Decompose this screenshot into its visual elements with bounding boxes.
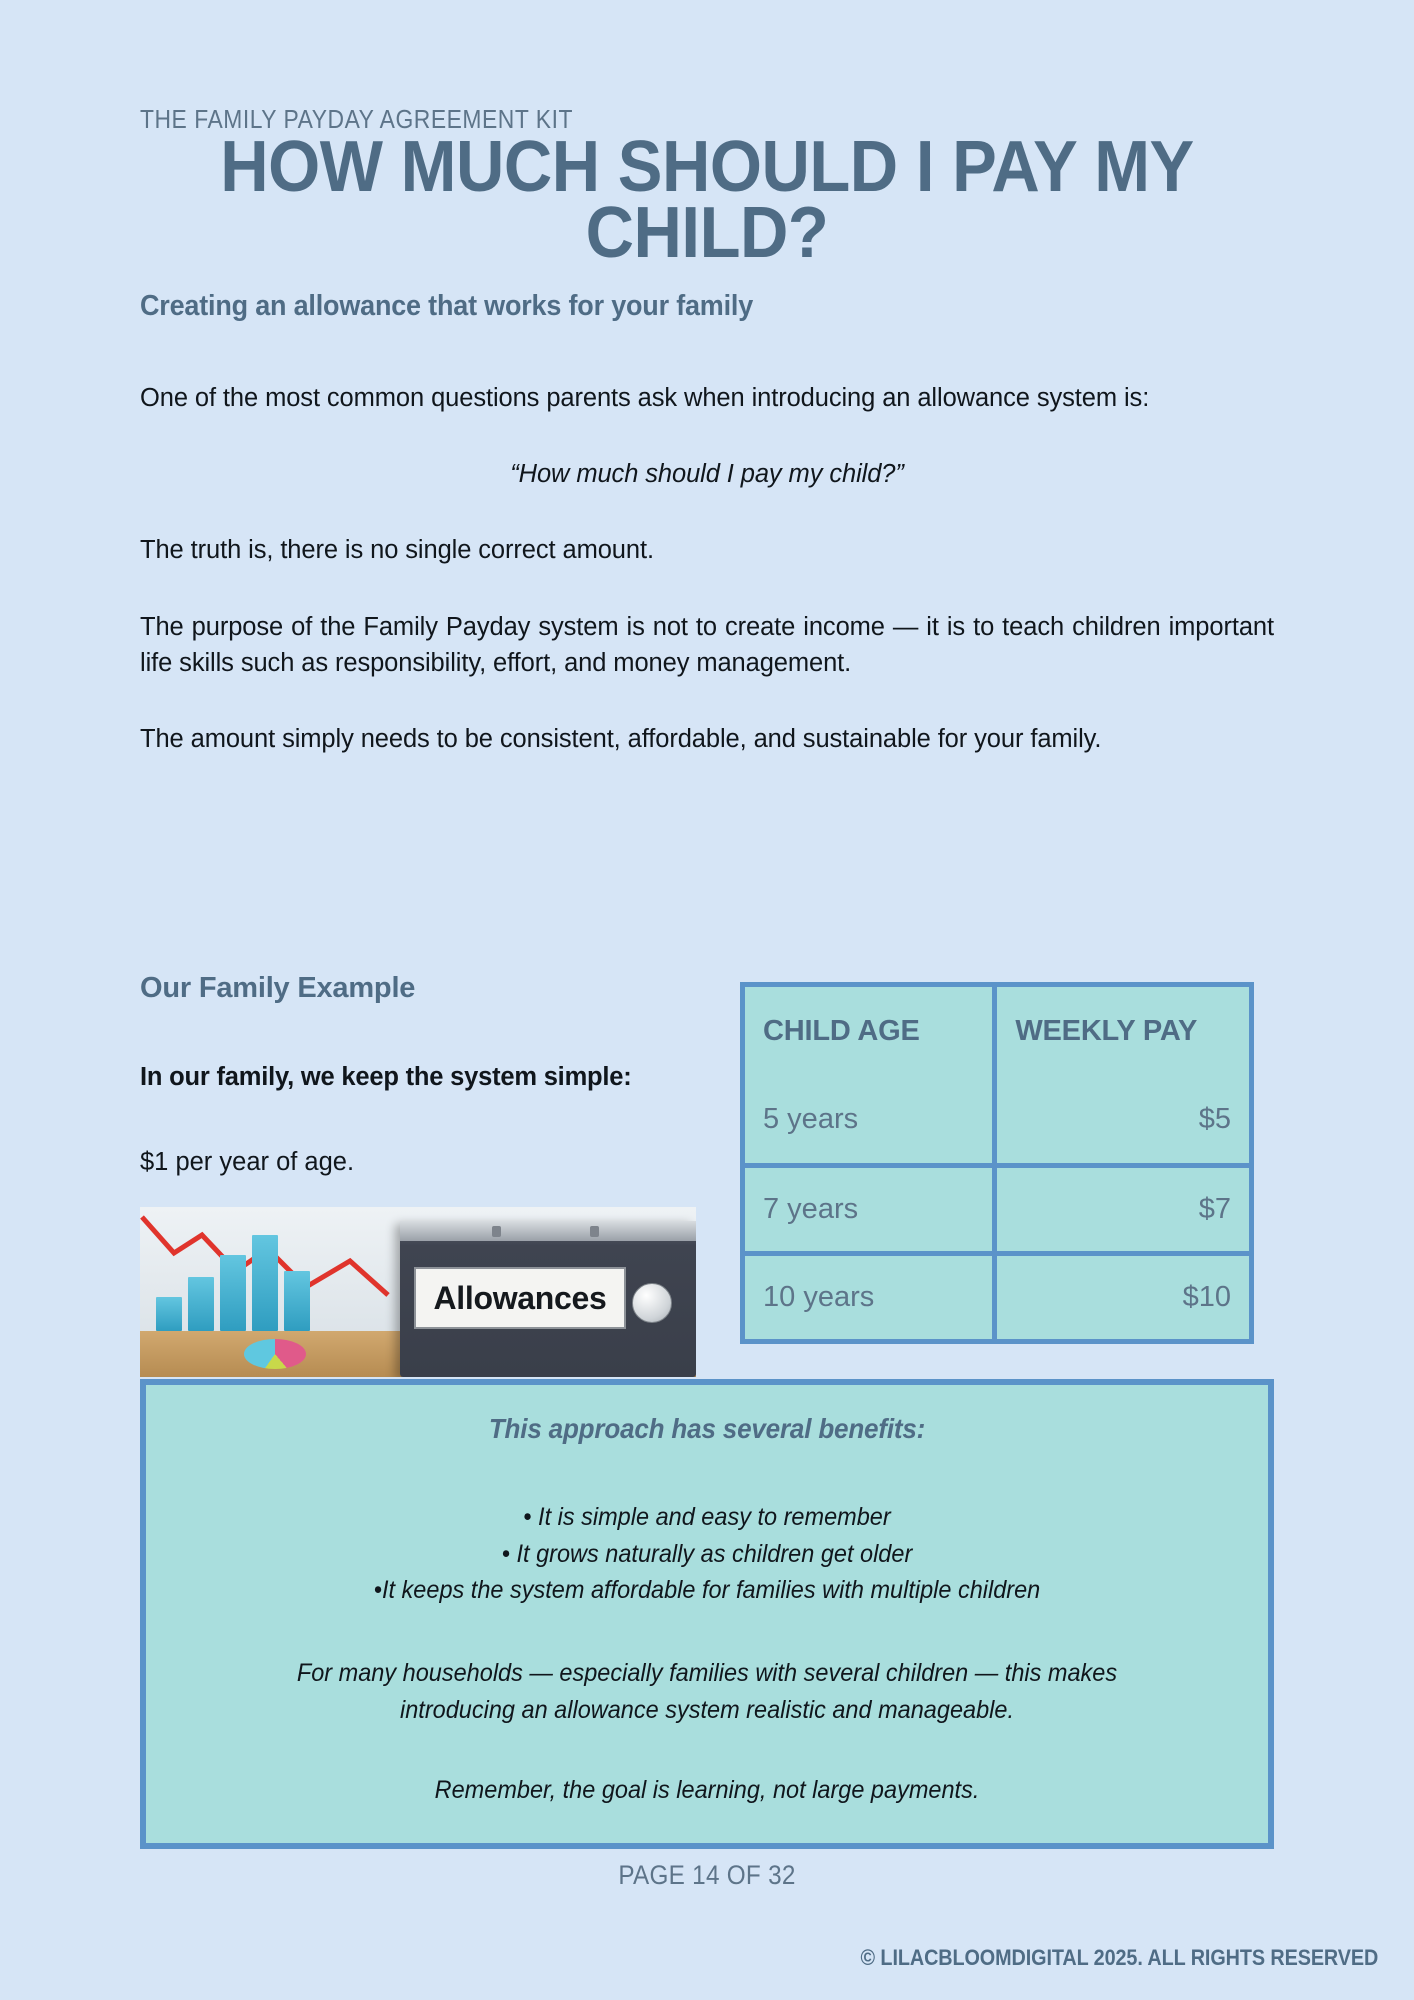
copyright-notice: © LILACBLOOMDIGITAL 2025. ALL RIGHTS RESERVED <box>860 1945 1378 1970</box>
purpose-paragraph: The purpose of the Family Payday system is not to create income — it is to teach children important life skills such as responsibility, effort, and money management. <box>140 612 1274 677</box>
allowances-binder-photo <box>140 1207 696 1377</box>
intro-body <box>140 380 1274 757</box>
benefit-item: •It keeps the system affordable for families with multiple children <box>373 1576 1041 1604</box>
cell-weekly-pay: $10 <box>997 1251 1249 1339</box>
family-example-lead: In our family, we keep the system simple: <box>140 1063 632 1091</box>
table-row <box>745 1075 1249 1163</box>
amount-paragraph: The amount simply needs to be consistent, affordable, and sustainable for your family. <box>140 725 1102 754</box>
binder-rivet-icon <box>492 1226 501 1237</box>
binder-label: Allowances <box>414 1267 626 1329</box>
photo-binder-top <box>400 1221 696 1241</box>
page-number: PAGE 14 OF 32 <box>618 1860 796 1890</box>
intro-paragraph: One of the most common questions parents ask when introducing an allowance system is: <box>140 384 1150 412</box>
photo-bar <box>252 1235 278 1331</box>
cell-weekly-pay: $7 <box>997 1163 1249 1251</box>
cell-weekly-pay: $5 <box>997 1075 1249 1163</box>
weekly-pay-table <box>740 982 1254 1344</box>
benefits-title: This approach has several benefits: <box>488 1413 926 1444</box>
kit-kicker: THE FAMILY PAYDAY AGREEMENT KIT <box>140 104 573 134</box>
photo-pie-chart <box>244 1339 306 1369</box>
table-row <box>745 1163 1249 1251</box>
benefits-list <box>217 1499 1196 1609</box>
cell-child-age: 7 years <box>745 1163 997 1251</box>
photo-bar <box>220 1255 246 1331</box>
binder-knob-icon <box>632 1283 672 1323</box>
photo-bar <box>156 1297 182 1331</box>
table-header-row <box>745 987 1249 1075</box>
photo-bar <box>188 1277 214 1331</box>
page-subtitle: Creating an allowance that works for your family <box>140 290 754 322</box>
page-title: HOW MUCH SHOULD I PAY MY CHILD? <box>220 127 1194 274</box>
benefit-item: • It is simple and easy to remember <box>523 1503 891 1531</box>
benefits-paragraph: For many households — especially families with several children — this makes introducing an allowance system realistic and manageable. <box>296 1658 1118 1724</box>
benefit-item: • It grows naturally as children get older <box>501 1539 913 1568</box>
benefits-callout <box>140 1379 1274 1849</box>
table-row <box>745 1251 1249 1339</box>
binder-rivet-icon <box>590 1226 599 1237</box>
photo-bar <box>284 1271 310 1331</box>
allowance-rule: $1 per year of age. <box>140 1148 355 1176</box>
truth-paragraph: The truth is, there is no single correct amount. <box>140 536 654 565</box>
column-header-child-age: CHILD AGE <box>745 987 997 1075</box>
cell-child-age: 5 years <box>745 1075 997 1163</box>
cell-child-age: 10 years <box>745 1251 997 1339</box>
family-example-heading: Our Family Example <box>140 972 416 1004</box>
column-header-weekly-pay: WEEKLY PAY <box>997 987 1249 1075</box>
photo-binder <box>400 1221 696 1377</box>
benefits-closing: Remember, the goal is learning, not large payments. <box>434 1775 980 1804</box>
pull-quote: “How much should I pay my child?” <box>510 460 904 489</box>
